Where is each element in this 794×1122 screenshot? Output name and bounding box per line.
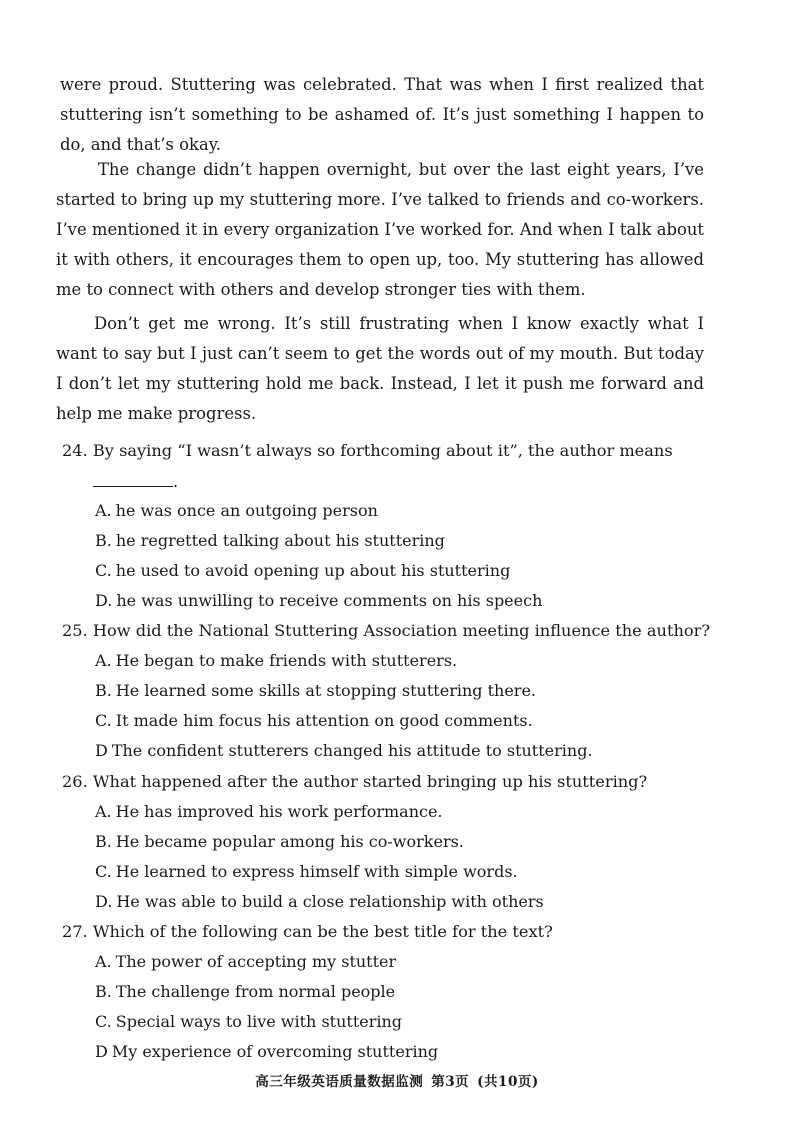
- question-24-stem: 24. By saying “I wasn’t always so forthcoming about it”, the author means: [62, 441, 673, 460]
- blank-period: .: [173, 472, 179, 491]
- option-letter: C.: [95, 862, 112, 881]
- option-letter: D: [95, 741, 108, 760]
- option-letter: D.: [95, 591, 113, 610]
- option-letter: A.: [95, 651, 112, 670]
- question-24-option-d[interactable]: [95, 589, 542, 613]
- option-letter: D.: [95, 892, 113, 911]
- page-number: 第3页: [431, 1074, 470, 1090]
- passage-paragraph-1: were proud. Stuttering was celebrated. That was when I first realized that stuttering isn’t something to be ashamed of. It’s just something I happen to do, and that’s okay.: [60, 75, 704, 154]
- question-25-option-d[interactable]: [95, 739, 593, 763]
- question-27-option-b[interactable]: [95, 980, 395, 1004]
- option-letter: B.: [95, 681, 112, 700]
- option-text: Special ways to live with stuttering: [115, 1012, 403, 1031]
- page-footer: [0, 1072, 794, 1092]
- option-text: He has improved his work performance.: [115, 802, 443, 821]
- question-26-stem: 26. What happened after the author started bringing up his stuttering?: [62, 772, 648, 791]
- question-27-option-c[interactable]: [95, 1010, 402, 1034]
- blank-underline: [93, 472, 173, 487]
- option-text: He became popular among his co-workers.: [115, 832, 464, 851]
- question-27-option-a[interactable]: [95, 950, 396, 974]
- option-letter: A.: [95, 802, 112, 821]
- question-25-option-b[interactable]: [95, 679, 536, 703]
- option-text: He began to make friends with stutterers.: [115, 651, 458, 670]
- question-25-option-a[interactable]: [95, 649, 457, 673]
- option-text: The challenge from normal people: [115, 982, 396, 1001]
- option-letter: B.: [95, 531, 112, 550]
- option-letter: A.: [95, 501, 112, 520]
- question-26-option-d[interactable]: [95, 890, 544, 914]
- option-text: he regretted talking about his stuttering: [115, 531, 445, 550]
- passage-paragraph-2: The change didn’t happen overnight, but over the last eight years, I’ve started to bring up my stuttering more. I’ve talked to friends and co-workers. I’ve mentioned it in every organization I’ve worked for. And when I talk about it with others, it encourages them to open up, too. My stuttering has allowed me to connect with others and develop stronger ties with them.: [56, 160, 704, 299]
- question-27-stem: 27. Which of the following can be the best title for the text?: [62, 922, 553, 941]
- option-text: he was once an outgoing person: [115, 501, 378, 520]
- option-text: he used to avoid opening up about his stuttering: [115, 561, 511, 580]
- question-25-option-c[interactable]: [95, 709, 533, 733]
- answer-blank: [93, 470, 178, 494]
- option-text: he was unwilling to receive comments on his speech: [116, 591, 543, 610]
- question-24-option-a[interactable]: [95, 499, 378, 523]
- question-26-option-a[interactable]: [95, 800, 443, 824]
- passage-paragraph-3: Don’t get me wrong. It’s still frustrating when I know exactly what I want to say but I just can’t seem to get the words out of my mouth. But today I don’t let my stuttering hold me back. Instead, I let it push me forward and help me make progress.: [56, 314, 704, 423]
- option-letter: B.: [95, 832, 112, 851]
- option-text: It made him focus his attention on good comments.: [115, 711, 533, 730]
- question-27-option-d[interactable]: [95, 1040, 438, 1064]
- option-letter: C.: [95, 1012, 112, 1031]
- option-text: He learned some skills at stopping stuttering there.: [115, 681, 536, 700]
- option-letter: B.: [95, 982, 112, 1001]
- question-24-option-c[interactable]: [95, 559, 510, 583]
- exam-name: 高三年级英语质量数据监测: [255, 1074, 424, 1090]
- option-letter: A.: [95, 952, 112, 971]
- option-text: The confident stutterers changed his attitude to stuttering.: [111, 741, 593, 760]
- option-text: My experience of overcoming stuttering: [111, 1042, 439, 1061]
- question-26-option-c[interactable]: [95, 860, 518, 884]
- option-letter: C.: [95, 711, 112, 730]
- question-25-stem: 25. How did the National Stuttering Association meeting influence the author?: [62, 621, 711, 640]
- option-text: He was able to build a close relationship with others: [116, 892, 544, 911]
- question-24-option-b[interactable]: [95, 529, 445, 553]
- option-letter: D: [95, 1042, 108, 1061]
- option-text: The power of accepting my stutter: [115, 952, 397, 971]
- option-letter: C.: [95, 561, 112, 580]
- question-26-option-b[interactable]: [95, 830, 464, 854]
- option-text: He learned to express himself with simple words.: [115, 862, 518, 881]
- total-pages: (共10页): [477, 1074, 539, 1090]
